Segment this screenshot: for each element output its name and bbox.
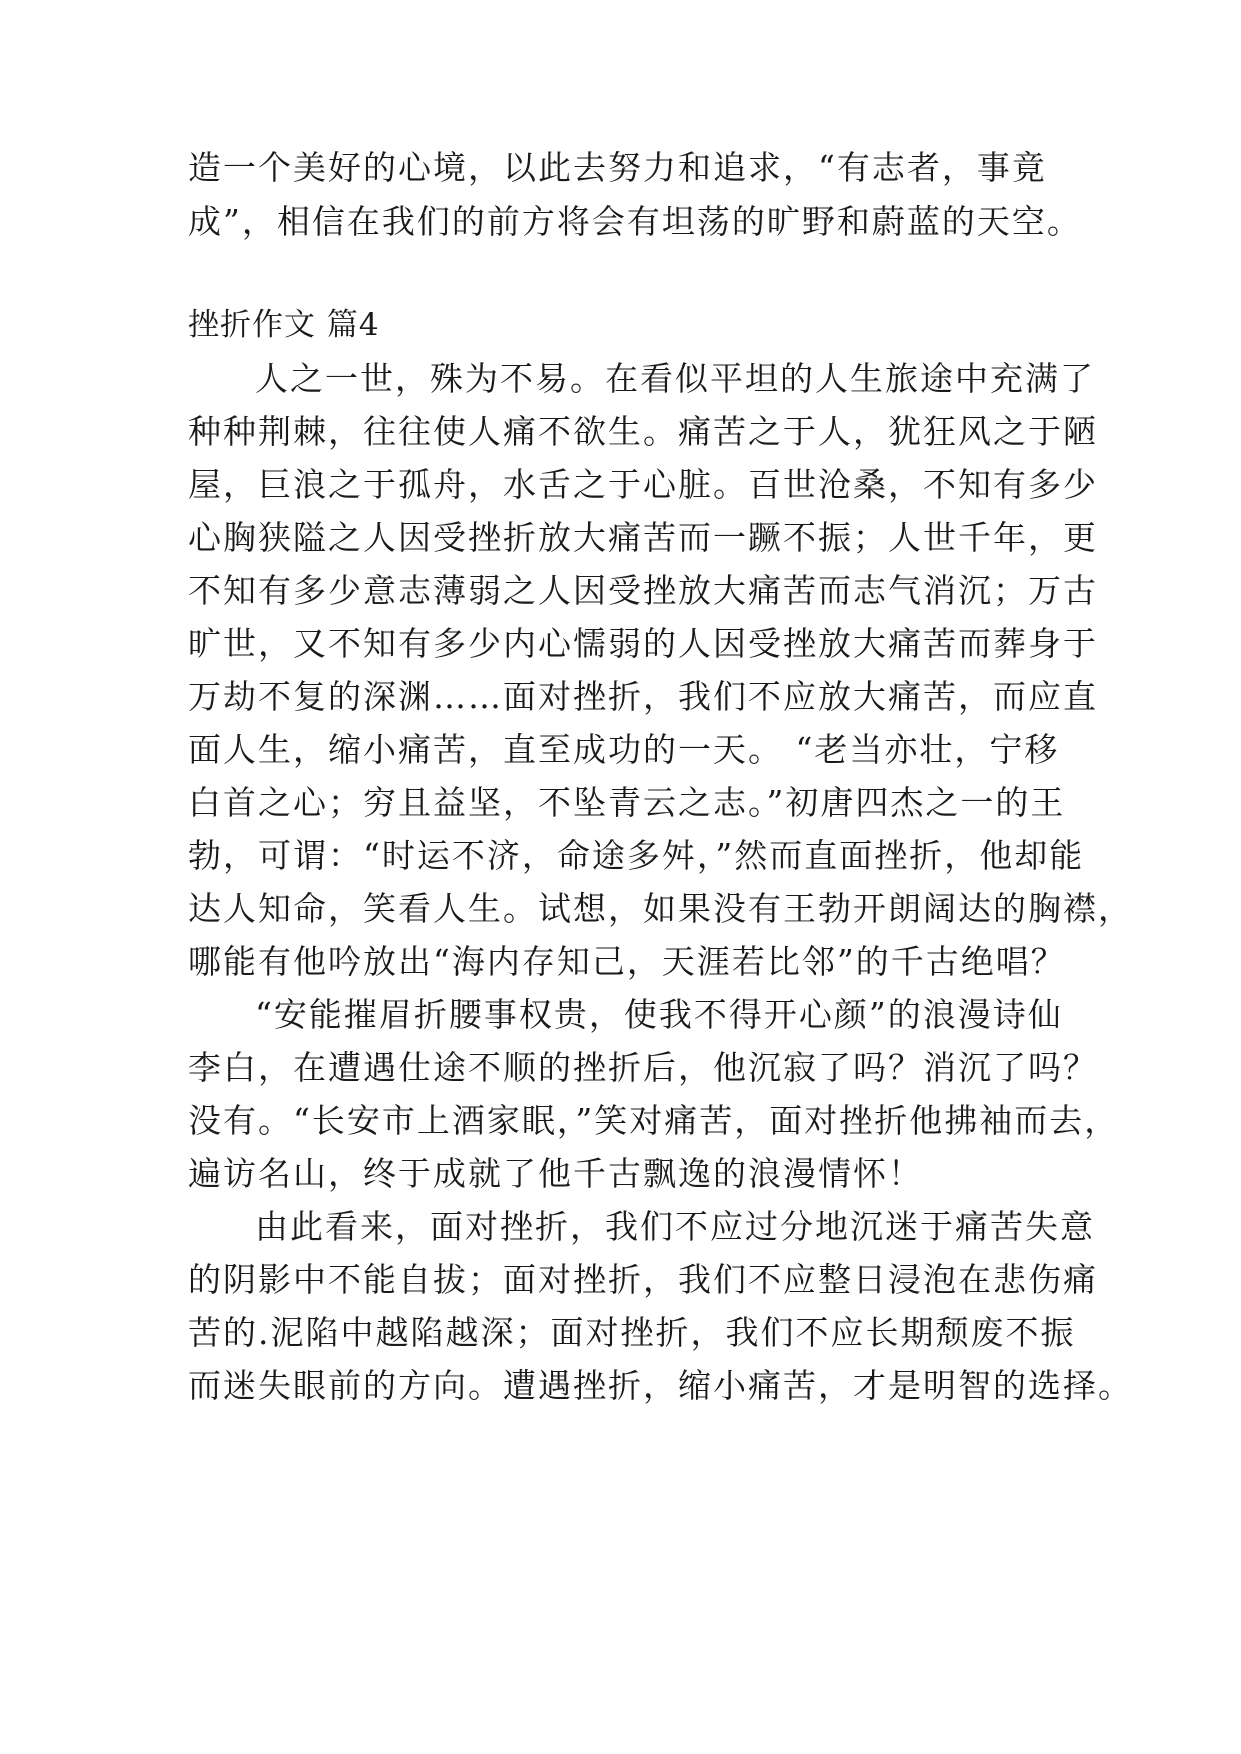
paragraph-3-line-2: 的阴影中不能自拔；面对挫折，我们不应整日浸泡在悲伤痛: [188, 1260, 1098, 1299]
section-title: 挫折作文 篇4: [188, 307, 380, 343]
paragraph-2-line-2: 李白，在遭遇仕途不顺的挫折后，他沉寂了吗？消沉了吗？: [188, 1048, 1098, 1087]
paragraph-1-line-1: 人之一世，殊为不易。在看似平坦的人生旅途中充满了: [255, 359, 1095, 398]
paragraph-3-line-3: 苦的.泥陷中越陷越深；面对挫折，我们不应长期颓废不振: [188, 1313, 1076, 1352]
paragraph-1-line-9: 白首之心；穷且益坚，不坠青云之志。”初唐四杰之一的王: [188, 783, 1066, 822]
paragraph-2-line-4: 遍访名山，终于成就了他千古飘逸的浪漫情怀！: [188, 1154, 923, 1193]
paragraph-2-line-1: “安能摧眉折腰事权贵，使我不得开心颜”的浪漫诗仙: [255, 995, 1063, 1034]
intro-line-1: 造一个美好的心境，以此去努力和追求，“有志者，事竟: [188, 148, 1047, 187]
paragraph-1-line-12: 哪能有他吟放出“海内存知己，天涯若比邻”的千古绝唱？: [188, 942, 1066, 981]
paragraph-1-line-10: 勃，可谓：“时运不济，命途多舛，”然而直面挫折，他却能: [188, 836, 1085, 875]
paragraph-1-line-4: 心胸狭隘之人因受挫折放大痛苦而一蹶不振；人世千年，更: [188, 518, 1098, 557]
paragraph-2-line-3: 没有。“长安市上酒家眠，”笑对痛苦，面对挫折他拂袖而去，: [188, 1101, 1120, 1140]
paragraph-1-line-2: 种种荆棘，往往使人痛不欲生。痛苦之于人，犹狂风之于陋: [188, 412, 1098, 451]
paragraph-3-line-4: 而迷失眼前的方向。遭遇挫折，缩小痛苦，才是明智的选择。: [188, 1366, 1133, 1405]
paragraph-3-line-1: 由此看来，面对挫折，我们不应过分地沉迷于痛苦失意: [255, 1207, 1095, 1246]
paragraph-1-line-11: 达人知命，笑看人生。试想，如果没有王勃开朗阔达的胸襟，: [188, 889, 1133, 928]
paragraph-1-line-7: 万劫不复的深渊……面对挫折，我们不应放大痛苦，而应直: [188, 677, 1098, 716]
paragraph-1-line-8: 面人生，缩小痛苦，直至成功的一天。 “老当亦壮，宁移: [188, 730, 1060, 769]
paragraph-1-line-6: 旷世，又不知有多少内心懦弱的人因受挫放大痛苦而葬身于: [188, 624, 1098, 663]
paragraph-1-line-3: 屋，巨浪之于孤舟，水舌之于心脏。百世沧桑，不知有多少: [188, 465, 1098, 504]
intro-line-2: 成”，相信在我们的前方将会有坦荡的旷野和蔚蓝的天空。: [188, 202, 1082, 241]
paragraph-1-line-5: 不知有多少意志薄弱之人因受挫放大痛苦而志气消沉；万古: [188, 571, 1098, 610]
